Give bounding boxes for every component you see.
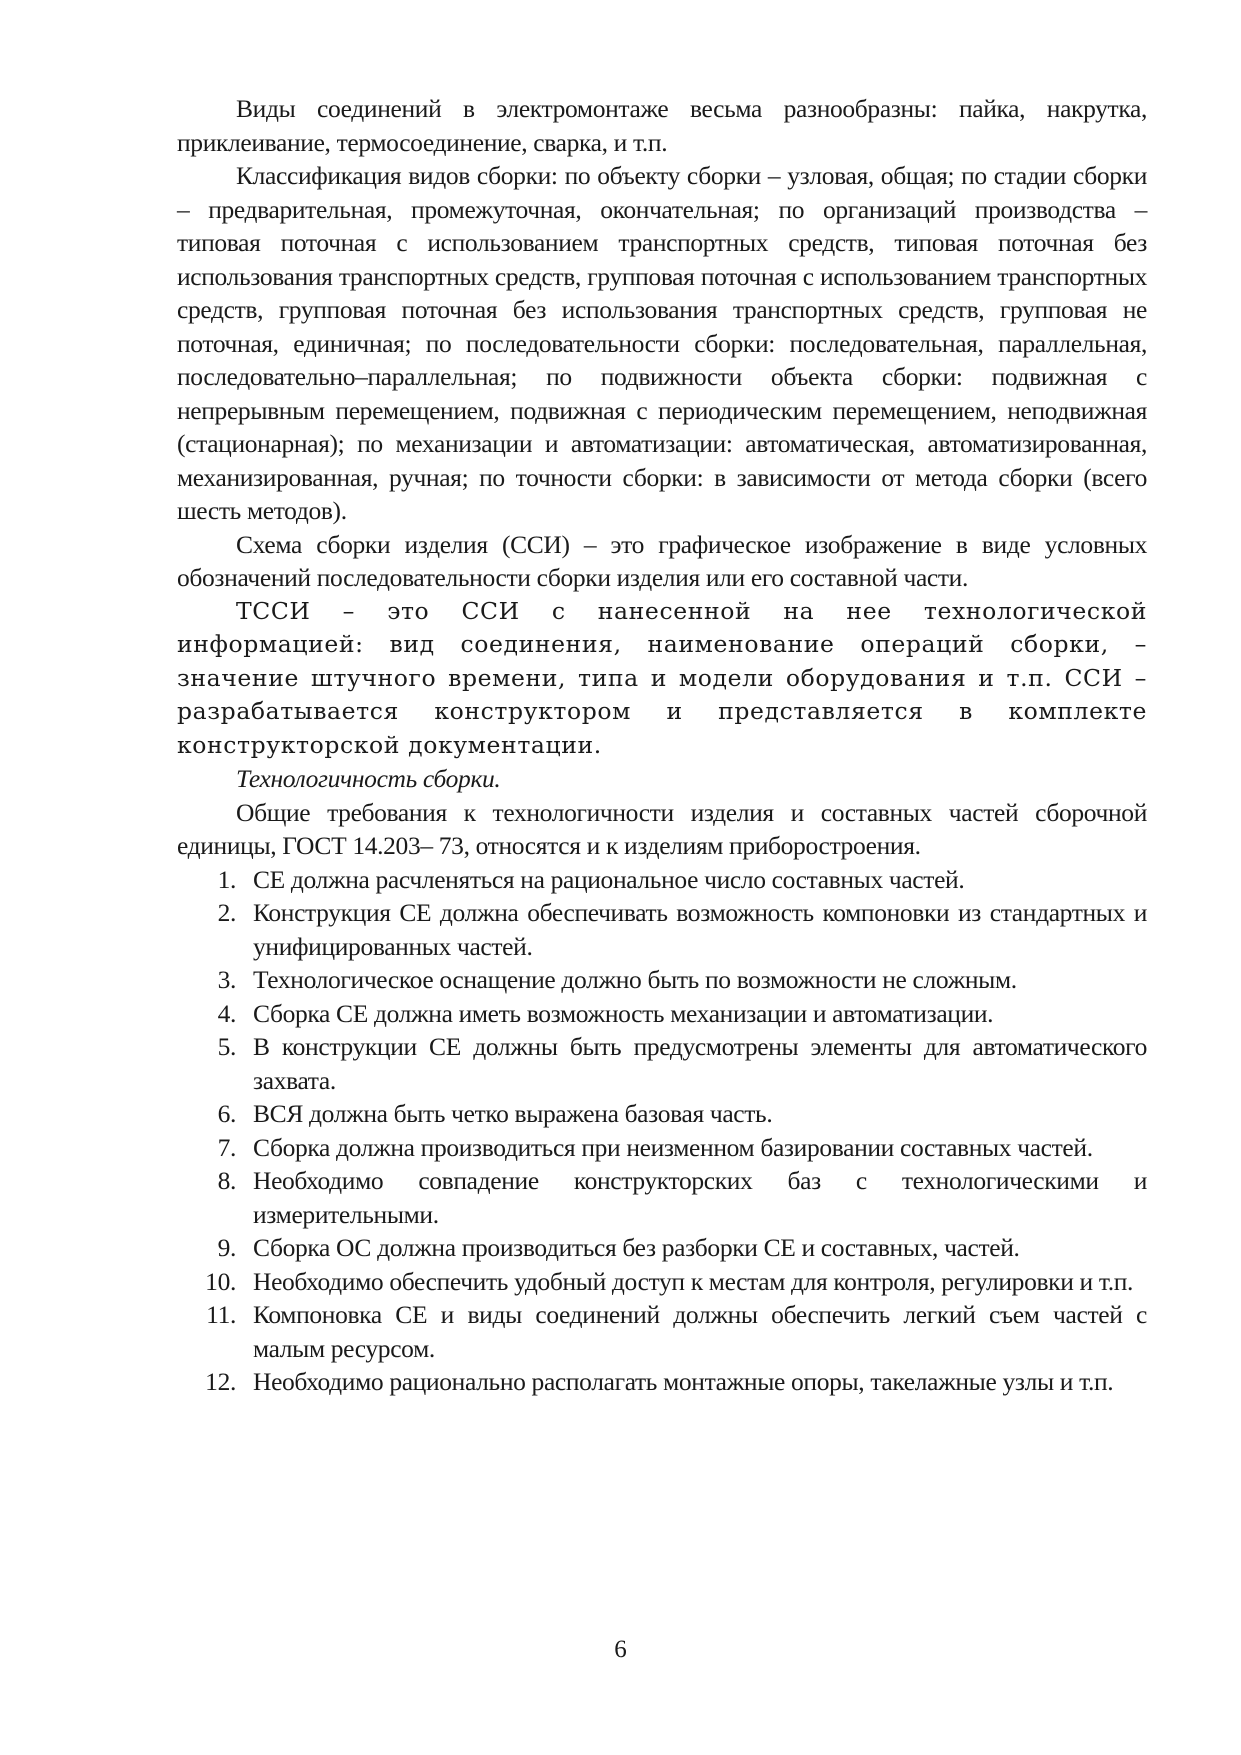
list-item [177,896,1147,963]
list-item-number: 7. [217,1132,236,1162]
paragraph-assembly-classification: Классификация видов сборки: по объекту сборки – узловая, общая; по стадии сборки – предварительная, промежуточная, окончательная; по организаций производства – типовая поточная с использованием транспортных средств, типовая поточная без использования транспортных средств, групповая поточная с использованием транспортных средств, групповая поточная без использования транспортных средств, групповая не поточная, единичная; по последовательности сборки: последовательная, параллельная, последовательно–параллельная; по подвижности объекта сборки: подвижная с непрерывным перемещением, подвижная с периодическим перемещением, неподвижная (стационарная); по механизации и автоматизации: автоматическая, автоматизированная, механизированная, ручная; по точности сборки: в зависимости от метода сборки (всего шесть методов). [177,161,1147,525]
list-item [177,1131,1147,1165]
list-item-number: 12. [205,1367,236,1396]
paragraph-tssi: ТССИ – это ССИ с нанесенной на нее технологической информацией: вид соединения, наименование операций сборки, – значение штучного времени, типа и модели оборудования и т.п. ССИ – разрабатывается конструктором и представляется в комплекте конструкторской документации. [177,596,1147,759]
list-item-text: Сборка должна производиться при неизменном базировании составных частей. [253,1132,1093,1162]
list-item [177,997,1147,1031]
list-item-text: Необходимо рационально располагать монтажные опоры, такелажные узлы и т.п. [253,1367,1114,1396]
list-item-number: 9. [217,1233,236,1262]
list-item-text: ВСЯ должна быть четко выражена базовая часть. [253,1099,773,1128]
paragraph-assembly-scheme: Схема сборки изделия (ССИ) – это графическое изображение в виде условных обозначений последовательности сборки изделия или его составной части. [177,529,1147,592]
list-item-text: Технологическое оснащение должно быть по возможности не сложным. [253,965,1017,994]
list-item [177,963,1147,997]
list-item-number: 10. [205,1266,236,1296]
list-item-text: Необходимо совпадение конструкторских баз с технологическими и измерительными. [253,1166,1147,1229]
document-page [177,92,1147,1399]
list-item [177,1030,1147,1097]
list-item [177,1298,1147,1365]
list-item-text: СЕ должна расчленяться на рациональное число составных частей. [253,864,965,894]
list-item [177,1265,1147,1299]
list-item-text: Сборка СЕ должна иметь возможность механизации и автоматизации. [253,998,994,1028]
list-item [177,1231,1147,1265]
list-item-number: 8. [217,1166,236,1195]
list-item-text: Конструкция СЕ должна обеспечивать возможность компоновки из стандартных и унифицированных частей. [253,898,1147,961]
paragraph-connection-types: Виды соединений в электромонтаже весьма разнообразны: пайка, накрутка, приклеивание, термосоединение, сварка, и т.п. [177,94,1147,157]
requirements-list [177,863,1147,1399]
list-item-text: Необходимо обеспечить удобный доступ к местам для контроля, регулировки и т.п. [253,1266,1134,1296]
list-item [177,1164,1147,1231]
list-item-number: 1. [217,864,236,894]
paragraph-requirements-intro: Общие требования к технологичности изделия и составных частей сборочной единицы, ГОСТ 14.203– 73, относятся и к изделиям приборостроения. [177,797,1147,860]
list-item-number: 11. [206,1300,236,1329]
list-item-number: 3. [217,965,236,994]
page-number: 6 [614,1636,627,1663]
list-item [177,1097,1147,1131]
list-item-text: Сборка ОС должна производиться без разборки СЕ и составных, частей. [253,1233,1020,1262]
list-item [177,1365,1147,1399]
list-item-number: 4. [217,998,236,1028]
list-item-number: 6. [217,1099,236,1128]
list-item-number: 2. [217,898,236,927]
section-heading: Технологичность сборки. [236,764,501,793]
list-item-number: 5. [217,1032,236,1061]
list-item [177,863,1147,897]
list-item-text: В конструкции СЕ должны быть предусмотрены элементы для автоматического захвата. [253,1032,1147,1095]
list-item-text: Компоновка СЕ и виды соединений должны обеспечить легкий съем частей с малым ресурсом. [253,1300,1147,1363]
